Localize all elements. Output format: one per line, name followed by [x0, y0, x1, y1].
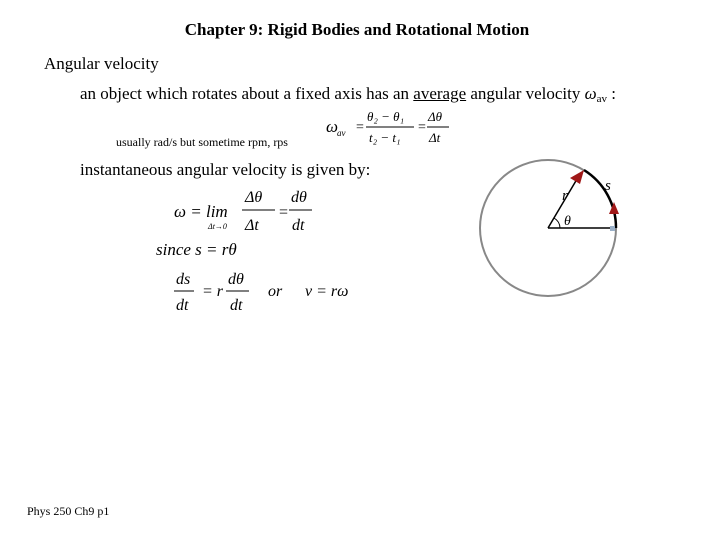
eq-inst-num1: Δθ: [245, 189, 263, 206]
arc-length-relation: [154, 236, 284, 262]
omega-symbol: ω: [584, 84, 597, 103]
theta-angle-arc: [554, 218, 560, 228]
eq-avg-lhs: ω: [326, 117, 339, 136]
eq-avg-den2: Δt: [429, 130, 441, 145]
intro-text-after: angular velocity: [466, 84, 585, 103]
eq-inst-den1: Δt: [245, 217, 259, 234]
eq-lin-dtheta: dθ: [228, 271, 244, 288]
page-title: Chapter 9: Rigid Bodies and Rotational Motion: [184, 20, 530, 39]
eq-since: since s = rθ: [156, 240, 237, 259]
omega-subscript: av: [596, 93, 608, 105]
eq-lin-v: v = rω: [305, 283, 349, 300]
linear-velocity-equation: [172, 266, 372, 316]
eq-inst-lhs: ω = lim: [174, 202, 228, 221]
instantaneous-text: instantaneous angular velocity is given by:: [80, 160, 371, 179]
eq-lin-or: or: [268, 283, 283, 300]
eq-inst-den2: dt: [292, 217, 305, 234]
intro-colon: :: [607, 84, 617, 103]
arc-length-s: [584, 170, 616, 228]
rotation-diagram: [474, 148, 642, 318]
eq-avg-num1: θ₂ − θ₁: [367, 109, 405, 124]
tangent-arrow-top: [570, 170, 584, 184]
eq-lin-dt1: dt: [176, 297, 189, 314]
eq-inst-equals: =: [279, 204, 289, 221]
intro-emphasis: average: [413, 84, 467, 103]
eq-inst-limit: Δt→0: [208, 222, 227, 231]
intro-text-before: an object which rotates about a fixed axis has an: [80, 84, 414, 103]
eq-avg-num2: Δθ: [428, 109, 443, 124]
section-heading: Angular velocity: [44, 54, 159, 73]
label-s: s: [605, 178, 611, 194]
page-footer: Phys 250 Ch9 p1: [27, 504, 110, 518]
eq-avg-lhs-sub: av: [337, 128, 346, 138]
intro-sentence: [80, 84, 616, 105]
eq-lin-ds: ds: [176, 271, 191, 288]
eq-avg-equals: =: [356, 120, 364, 135]
average-velocity-equation: [324, 104, 454, 148]
eq-lin-eq-r: = r: [202, 283, 224, 300]
eq-avg-equals2: =: [418, 120, 426, 135]
instantaneous-velocity-equation: [172, 186, 322, 236]
eq-inst-num2: dθ: [291, 189, 307, 206]
units-note: usually rad/s but sometime rpm, rps: [116, 135, 288, 149]
label-theta: θ: [564, 214, 571, 229]
eq-lin-dt2: dt: [230, 297, 243, 314]
label-r: r: [562, 188, 568, 204]
point-marker: [610, 226, 615, 231]
eq-avg-den1: t₂ − t₁: [369, 130, 401, 145]
